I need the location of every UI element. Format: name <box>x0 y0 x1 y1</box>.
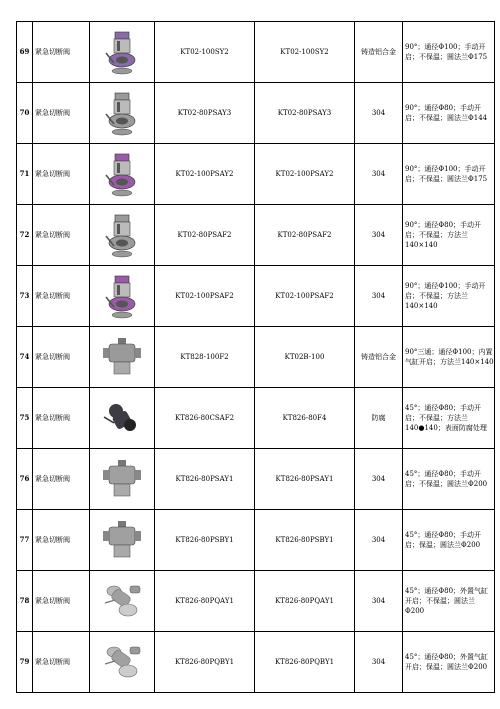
table-row <box>17 632 495 693</box>
valve-vertical-steel-icon <box>90 90 154 136</box>
product-image <box>90 571 155 632</box>
product-name: 紧急切断阀 <box>33 632 90 693</box>
spec-description: 45°；通径Φ80；外置气缸开启；不保温；圆法兰Φ200 <box>403 571 495 632</box>
model-number-alt: KT826-80PQAY1 <box>255 571 355 632</box>
model-number: KT02-80PSAY3 <box>155 83 255 144</box>
product-name: 紧急切断阀 <box>33 144 90 205</box>
product-name: 紧急切断阀 <box>33 83 90 144</box>
product-image <box>90 510 155 571</box>
table-row <box>17 388 495 449</box>
material: 304 <box>355 144 403 205</box>
row-number: 73 <box>17 266 33 327</box>
product-image <box>90 327 155 388</box>
product-image <box>90 388 155 449</box>
material: 304 <box>355 510 403 571</box>
spec-description: 90°；通径Φ80；手动开启；不保温；圆法兰Φ144 <box>403 83 495 144</box>
spec-description: 90°；通径Φ100；手动开启；不保温；方法兰140×140 <box>403 266 495 327</box>
product-table <box>16 21 495 693</box>
material: 铸造铝合金 <box>355 22 403 83</box>
table-row <box>17 22 495 83</box>
model-number-alt: KT826-80F4 <box>255 388 355 449</box>
product-table-body <box>17 22 495 693</box>
product-image <box>90 22 155 83</box>
valve-angle-cylinder-icon <box>90 578 154 624</box>
valve-angle-steel-icon <box>90 456 154 502</box>
product-name: 紧急切断阀 <box>33 266 90 327</box>
spec-description: 45°；通径Φ80；手动开启；不保温；圆法兰Φ200 <box>403 449 495 510</box>
material: 304 <box>355 83 403 144</box>
spec-description: 45°；通径Φ80；手动开启；不保温；方法兰140●140；表面防腐处理 <box>403 388 495 449</box>
product-name: 紧急切断阀 <box>33 327 90 388</box>
model-number: KT826-80PQAY1 <box>155 571 255 632</box>
model-number: KT02-100SY2 <box>155 22 255 83</box>
table-row <box>17 144 495 205</box>
product-image <box>90 205 155 266</box>
spec-description: 90°；通径Φ100；手动开启；不保温；圆法兰Φ175 <box>403 144 495 205</box>
model-number-alt: KT02-100SY2 <box>255 22 355 83</box>
model-number-alt: KT826-80PSBY1 <box>255 510 355 571</box>
product-image <box>90 144 155 205</box>
table-row <box>17 205 495 266</box>
product-name: 紧急切断阀 <box>33 205 90 266</box>
product-image <box>90 83 155 144</box>
model-number: KT02-100PSAF2 <box>155 266 255 327</box>
row-number: 72 <box>17 205 33 266</box>
material: 304 <box>355 571 403 632</box>
table-row <box>17 449 495 510</box>
model-number: KT826-80PSAY1 <box>155 449 255 510</box>
valve-angle-steel-icon <box>90 517 154 563</box>
model-number: KT828-100F2 <box>155 327 255 388</box>
model-number-alt: KT02-100PSAF2 <box>255 266 355 327</box>
table-row <box>17 83 495 144</box>
model-number-alt: KT02-100PSAY2 <box>255 144 355 205</box>
product-name: 紧急切断阀 <box>33 449 90 510</box>
valve-angle-dark-icon <box>90 395 154 441</box>
model-number-alt: KT826-80PQBY1 <box>255 632 355 693</box>
row-number: 71 <box>17 144 33 205</box>
model-number: KT02-100PSAY2 <box>155 144 255 205</box>
table-row <box>17 327 495 388</box>
spec-description: 90°三通；通径Φ100；内置气缸开启；方法兰140×140 <box>403 327 495 388</box>
model-number-alt: KT02-80PSAF2 <box>255 205 355 266</box>
spec-description: 90°；通径Φ80；手动开启；不保温；方法兰140×140 <box>403 205 495 266</box>
valve-tee-grey-icon <box>90 334 154 380</box>
valve-vertical-purple-icon <box>90 29 154 75</box>
row-number: 70 <box>17 83 33 144</box>
model-number: KT826-80CSAF2 <box>155 388 255 449</box>
valve-vertical-purple-icon <box>90 151 154 197</box>
spec-description: 45°；通径Φ80；外置气缸开启；保温；圆法兰Φ200 <box>403 632 495 693</box>
valve-angle-cylinder-icon <box>90 639 154 685</box>
table-row <box>17 266 495 327</box>
row-number: 69 <box>17 22 33 83</box>
material: 304 <box>355 266 403 327</box>
model-number-alt: KT02B-100 <box>255 327 355 388</box>
row-number: 74 <box>17 327 33 388</box>
row-number: 78 <box>17 571 33 632</box>
material: 304 <box>355 449 403 510</box>
material: 铸造铝合金 <box>355 327 403 388</box>
model-number-alt: KT02-80PSAY3 <box>255 83 355 144</box>
row-number: 77 <box>17 510 33 571</box>
row-number: 75 <box>17 388 33 449</box>
product-name: 紧急切断阀 <box>33 388 90 449</box>
spec-description: 45°；通径Φ80；手动开启；保温；圆法兰Φ200 <box>403 510 495 571</box>
product-name: 紧急切断阀 <box>33 571 90 632</box>
model-number: KT02-80PSAF2 <box>155 205 255 266</box>
valve-vertical-steel-icon <box>90 212 154 258</box>
material: 304 <box>355 632 403 693</box>
product-name: 紧急切断阀 <box>33 510 90 571</box>
row-number: 79 <box>17 632 33 693</box>
spec-description: 90°；通径Φ100；手动开启；不保温；圆法兰Φ175 <box>403 22 495 83</box>
table-row <box>17 510 495 571</box>
row-number: 76 <box>17 449 33 510</box>
product-image <box>90 266 155 327</box>
material: 304 <box>355 205 403 266</box>
model-number: KT826-80PSBY1 <box>155 510 255 571</box>
product-image <box>90 632 155 693</box>
product-name: 紧急切断阀 <box>33 22 90 83</box>
product-image <box>90 449 155 510</box>
valve-vertical-purple-icon <box>90 273 154 319</box>
model-number: KT826-80PQBY1 <box>155 632 255 693</box>
table-row <box>17 571 495 632</box>
material: 防腐 <box>355 388 403 449</box>
model-number-alt: KT826-80PSAY1 <box>255 449 355 510</box>
